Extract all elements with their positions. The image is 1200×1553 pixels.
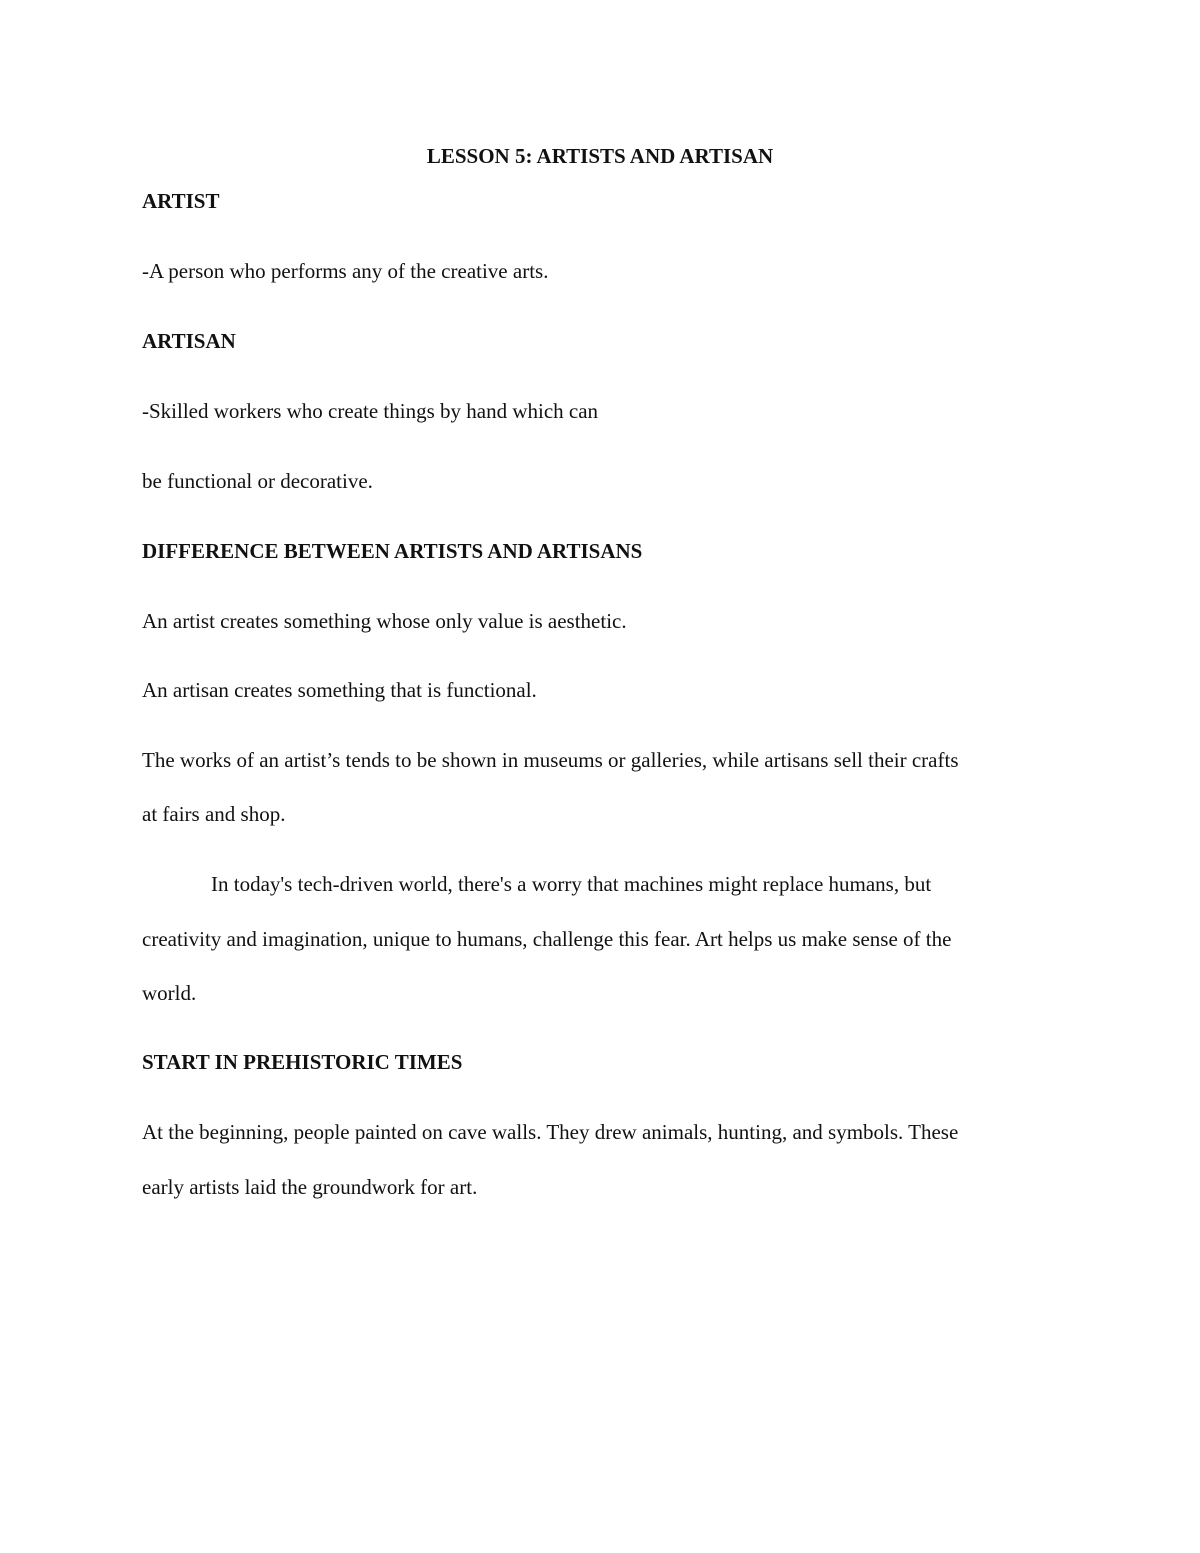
difference-point-1: An artist creates something whose only value is aesthetic. [142,609,627,633]
prehistoric-line-2: early artists laid the groundwork for art. [142,1175,478,1199]
artisan-definition-line-2: be functional or decorative. [142,469,373,493]
paragraph-line-3: world. [142,981,197,1005]
artisan-heading: ARTISAN [142,329,236,353]
artisan-definition-line-1: -Skilled workers who create things by hand which can [142,399,599,423]
difference-point-2: An artisan creates something that is functional. [142,678,537,702]
prehistoric-line-1: At the beginning, people painted on cave walls. They drew animals, hunting, and symbols. These [142,1120,959,1144]
prehistoric-heading: START IN PREHISTORIC TIMES [142,1050,463,1074]
difference-point-3-line-2: at fairs and shop. [142,802,286,826]
difference-heading: DIFFERENCE BETWEEN ARTISTS AND ARTISANS [142,539,643,563]
paragraph-line-2: creativity and imagination, unique to humans, challenge this fear. Art helps us make sense of the [142,927,952,951]
page-title: LESSON 5: ARTISTS AND ARTISAN [426,144,774,168]
paragraph-line-1: In today's tech-driven world, there's a worry that machines might replace humans, but [211,872,932,896]
artist-definition: -A person who performs any of the creative arts. [142,259,549,283]
difference-point-3-line-1: The works of an artist’s tends to be shown in museums or galleries, while artisans sell their crafts [142,748,959,772]
artist-heading: ARTIST [142,189,220,213]
